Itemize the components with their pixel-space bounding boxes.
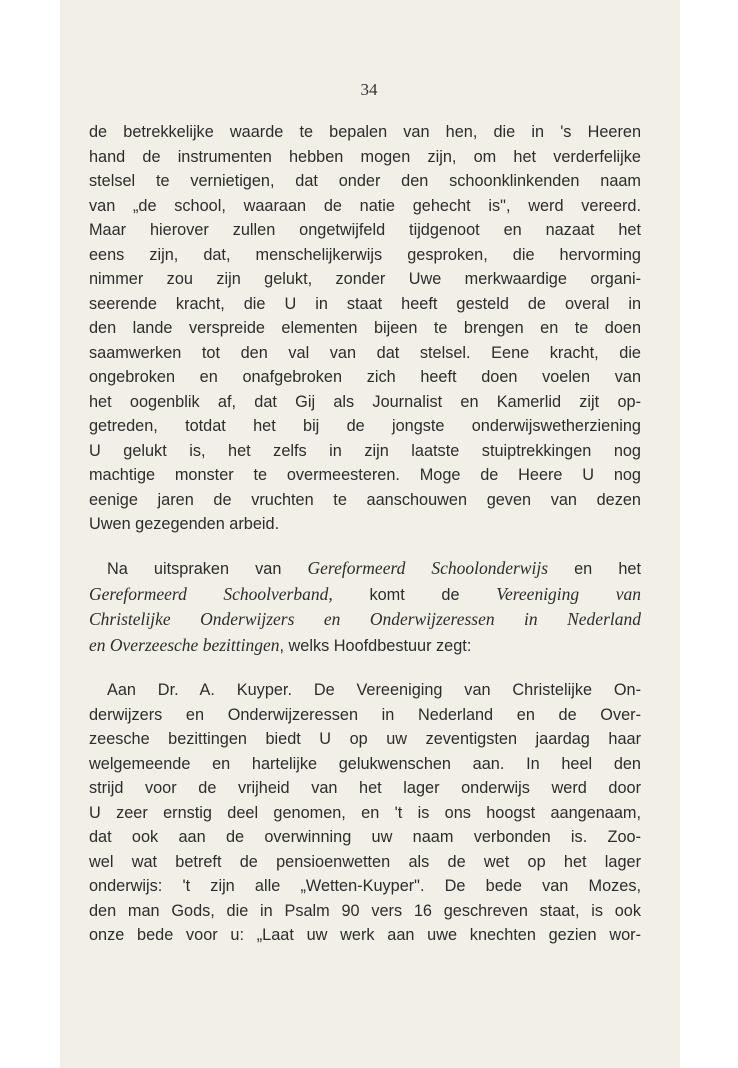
text-line: nimmer zou zijn gelukt, zonder Uwe merkwaardige organi- bbox=[89, 270, 641, 288]
text-line bbox=[89, 607, 641, 633]
text-line: wel wat betreft de pensioenwetten als de wet op het lager bbox=[89, 852, 641, 871]
paragraph-3 bbox=[89, 678, 641, 948]
text-line: strijd voor de vrijheid van het lager onderwijs werd door bbox=[89, 779, 641, 797]
page-number: 34 bbox=[360, 80, 378, 99]
text-line: derwijzers en Onderwijzeressen in Nederland en de Over- bbox=[89, 705, 641, 724]
text-line: het oogenblik af, dat Gij als Journalist en Kamerlid zijt op- bbox=[89, 392, 641, 411]
text-run: en het bbox=[548, 560, 641, 578]
italic-title: en Overzeesche bezittingen bbox=[89, 634, 280, 655]
text-line: stelsel te vernietigen, dat onder den schoonklinkenden naam bbox=[89, 172, 641, 190]
text-line: Uwen gezegenden arbeid. bbox=[89, 515, 280, 533]
text-line: onze bede voor u: „Laat uw werk aan uwe knechten gezien wor- bbox=[89, 926, 641, 944]
text-line: onderwijs: 't zijn alle „Wetten-Kuyper". De bede van Mozes, bbox=[89, 877, 641, 895]
paragraph-2 bbox=[89, 556, 641, 658]
text-line bbox=[89, 556, 641, 582]
text-line bbox=[89, 633, 641, 659]
text-line bbox=[89, 582, 641, 608]
text-line: de betrekkelijke waarde te bepalen van hen, die in 's Heeren bbox=[89, 123, 641, 141]
text-line: den man Gods, die in Psalm 90 vers 16 geschreven staat, is ook bbox=[89, 901, 641, 920]
text-line: Aan Dr. A. Kuyper. De Vereeniging van Christelijke On- bbox=[107, 681, 641, 699]
text-line: seerende kracht, die U in staat heeft gesteld de overal in bbox=[89, 294, 641, 313]
text-line: den lande verspreide elementen bijeen te brengen en te doen bbox=[89, 319, 641, 337]
italic-title: Gereformeerd Schoolverband, bbox=[89, 583, 333, 604]
text-line: eens zijn, dat, menschelijkerwijs gesproken, die hervorming bbox=[89, 245, 641, 264]
text-line: machtige monster te overmeesteren. Moge de Heere U nog bbox=[89, 466, 641, 484]
text-line: van „de school, waaraan de natie gehecht is", werd vereerd. bbox=[89, 196, 641, 215]
text-line: Maar hierover zullen ongetwijfeld tijdgenoot en nazaat het bbox=[89, 221, 641, 239]
text-line: U gelukt is, het zelfs in zijn laatste stuiptrekkingen nog bbox=[89, 441, 641, 460]
italic-title: Vereeniging van bbox=[496, 583, 641, 604]
text-line: eenige jaren de vruchten te aanschouwen geven van dezen bbox=[89, 490, 641, 509]
text-run: Na uitspraken van bbox=[107, 560, 308, 578]
text-line: welgemeende en hartelijke gelukwenschen aan. In heel den bbox=[89, 754, 641, 773]
paragraph-1 bbox=[89, 120, 641, 537]
text-line: hand de instrumenten hebben mogen zijn, om het verderfelijke bbox=[89, 147, 641, 166]
text-line: U zeer ernstig deel genomen, en 't is ons hoogst aangenaam, bbox=[89, 803, 641, 822]
italic-title: Gereformeerd Schoolonderwijs bbox=[307, 558, 549, 578]
text-run: komt de bbox=[332, 585, 497, 604]
text-line: ongebroken en onafgebroken zich heeft doen voelen van bbox=[89, 368, 641, 386]
italic-title: Christelijke Onderwijzers en Onderwijzeressen in Nederland bbox=[89, 609, 641, 629]
text-line: dat ook aan de overwinning uw naam verbonden is. Zoo- bbox=[89, 828, 641, 846]
text-line: saamwerken tot den val van dat stelsel. Eene kracht, die bbox=[89, 343, 641, 362]
text-line: zeesche bezittingen biedt U op uw zeventigsten jaardag haar bbox=[89, 730, 641, 748]
text-line: getreden, totdat het bij de jongste onderwijswetherziening bbox=[89, 417, 641, 435]
text-run: , welks Hoofdbestuur zegt: bbox=[279, 636, 472, 655]
